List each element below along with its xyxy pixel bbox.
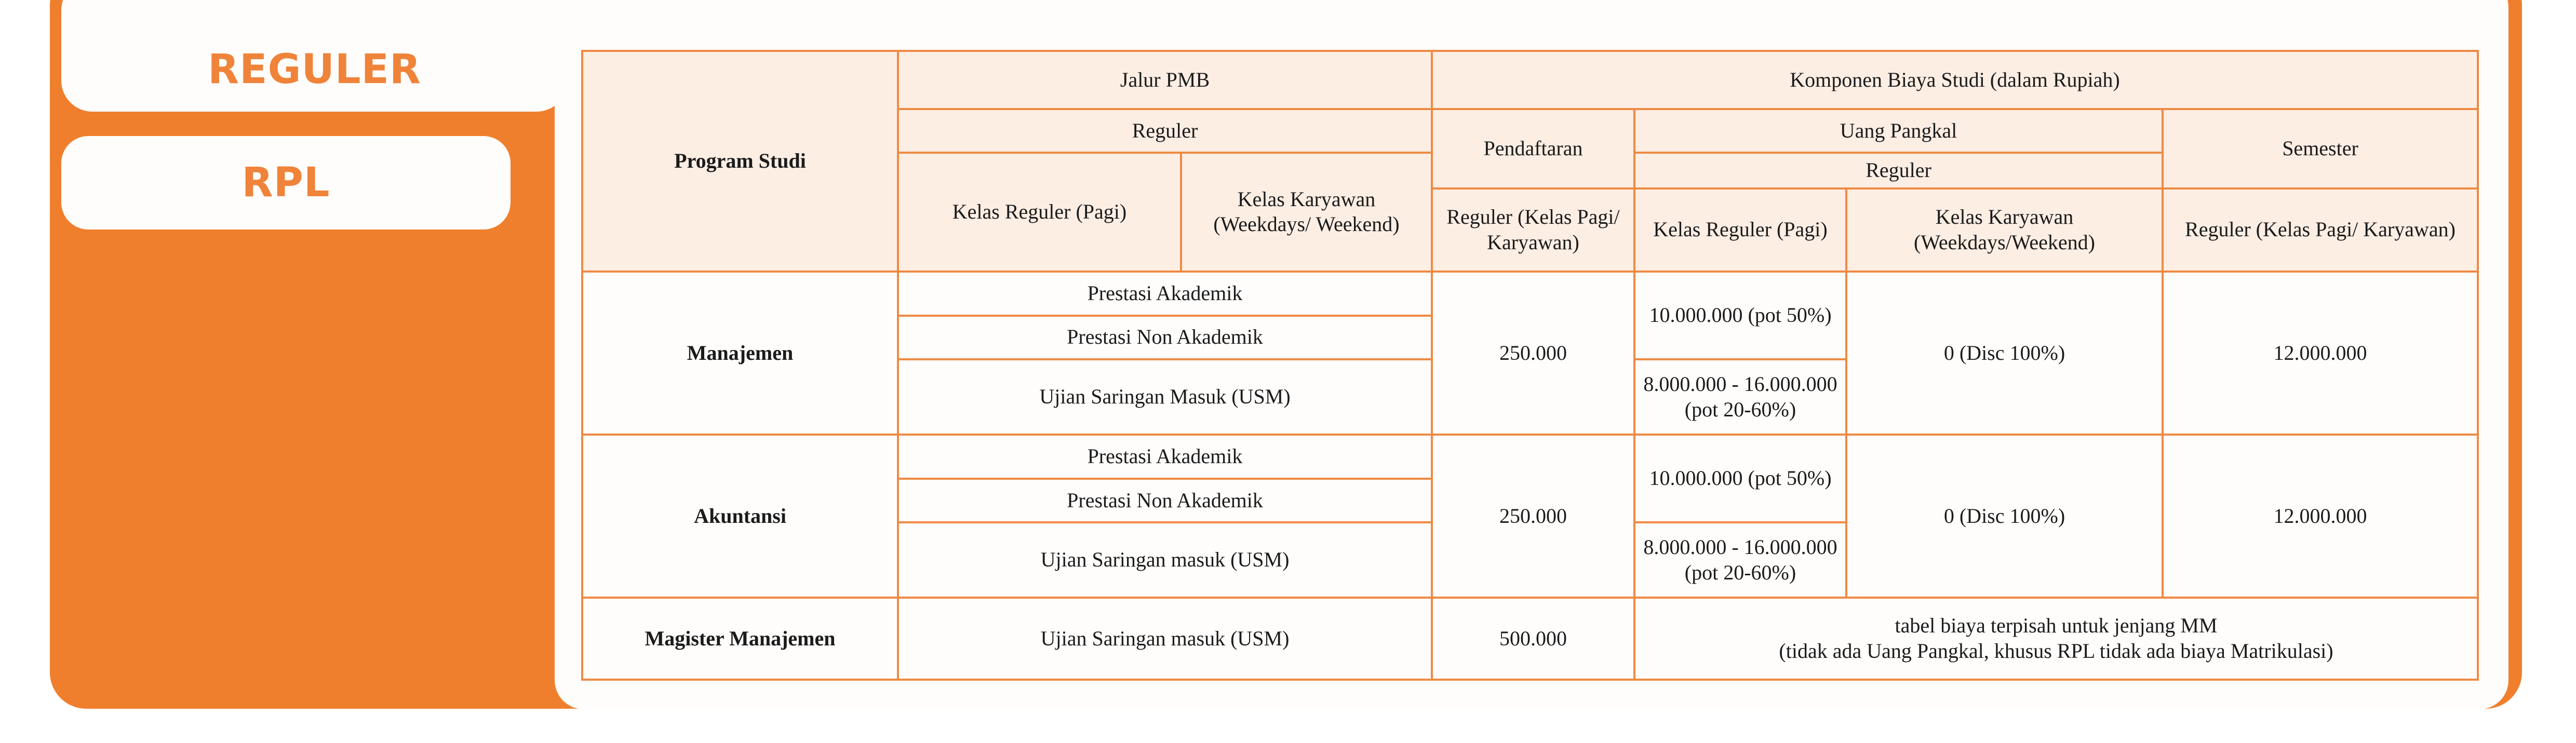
table-row (582, 598, 2478, 680)
header-jalur-pmb: Jalur PMB (898, 51, 1432, 109)
cell-jalur: Ujian Saringan Masuk (USM) (898, 359, 1432, 435)
cell-up-reguler: 10.000.000 (pot 50%) (1634, 272, 1846, 359)
cell-jalur: Ujian Saringan masuk (USM) (898, 522, 1432, 598)
cell-up-reguler: 10.000.000 (pot 50%) (1634, 435, 1846, 522)
cell-semester: 12.000.000 (2163, 272, 2478, 435)
cell-pendaftaran: 250.000 (1432, 272, 1634, 435)
cell-up-reguler: 8.000.000 - 16.000.000 (pot 20-60%) (1634, 522, 1846, 598)
cell-up-karyawan: 0 (Disc 100%) (1846, 272, 2163, 435)
tab-rpl-label: RPL (242, 159, 330, 206)
mm-note-line-1: tabel biaya terpisah untuk jenjang MM (1895, 614, 2218, 638)
header-jalur-kelas-reguler: Kelas Reguler (Pagi) (898, 153, 1181, 272)
header-komponen-biaya: Komponen Biaya Studi (dalam Rupiah) (1432, 51, 2478, 109)
cell-jalur: Prestasi Non Akademik (898, 479, 1432, 523)
mm-note-line-2: (tidak ada Uang Pangkal, khusus RPL tidak ada biaya Matrikulasi) (1779, 639, 2333, 663)
header-up-kelas-reguler: Kelas Reguler (Pagi) (1634, 188, 1846, 272)
cell-program-name: Manajemen (582, 272, 898, 435)
cell-jalur: Prestasi Non Akademik (898, 316, 1432, 360)
header-semester-sub: Reguler (Kelas Pagi/ Karyawan) (2163, 188, 2478, 272)
cell-up-reguler: 8.000.000 - 16.000.000 (pot 20-60%) (1634, 359, 1846, 435)
table-row (582, 435, 2478, 479)
table-header (582, 51, 2478, 272)
header-program-studi: Program Studi (582, 51, 898, 272)
header-up-kelas-karyawan: Kelas Karyawan (Weekdays/Weekend) (1846, 188, 2163, 272)
tab-reguler[interactable] (61, 0, 568, 112)
cell-semester: 12.000.000 (2163, 435, 2478, 598)
header-jalur-kelas-karyawan: Kelas Karyawan (Weekdays/ Weekend) (1181, 153, 1432, 272)
header-pendaftaran-sub: Reguler (Kelas Pagi/ Karyawan) (1432, 188, 1634, 272)
table-body (582, 272, 2478, 680)
header-row-1 (582, 51, 2478, 109)
pricing-table (581, 50, 2479, 681)
cell-pendaftaran: 500.000 (1432, 598, 1634, 680)
cell-program-name: Magister Manajemen (582, 598, 898, 680)
cell-up-karyawan: 0 (Disc 100%) (1846, 435, 2163, 598)
table-row (582, 272, 2478, 316)
cell-pendaftaran: 250.000 (1432, 435, 1634, 598)
tab-reguler-label: REGULER (208, 46, 421, 93)
header-up-reguler: Reguler (1634, 153, 2163, 188)
tab-rpl[interactable] (61, 136, 511, 229)
cell-jalur: Prestasi Akademik (898, 272, 1432, 316)
header-semester: Semester (2163, 109, 2478, 188)
header-uang-pangkal: Uang Pangkal (1634, 109, 2163, 153)
cell-mm-note (1634, 598, 2478, 680)
cell-jalur: Prestasi Akademik (898, 435, 1432, 479)
cell-jalur: Ujian Saringan masuk (USM) (898, 598, 1432, 680)
cell-program-name: Akuntansi (582, 435, 898, 598)
header-pendaftaran: Pendaftaran (1432, 109, 1634, 188)
header-jalur-reguler: Reguler (898, 109, 1432, 153)
